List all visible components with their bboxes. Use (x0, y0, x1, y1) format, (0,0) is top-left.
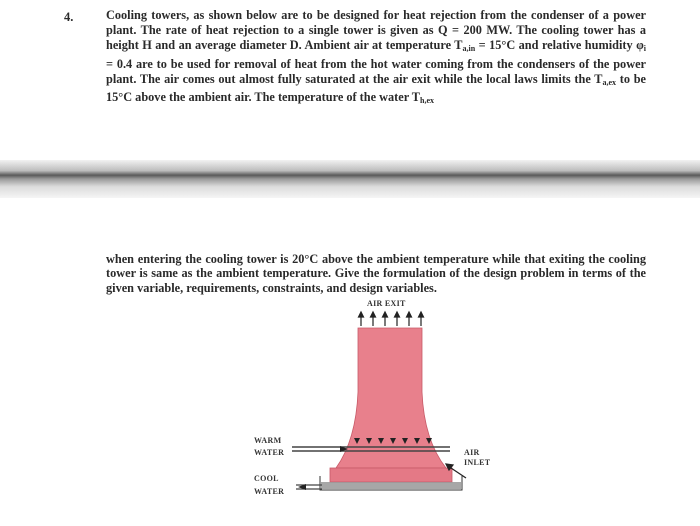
subscript-a-ex: a,ex (602, 77, 617, 87)
cool-water-label: WATER (254, 487, 285, 496)
subscript-h-ex: h,ex (420, 96, 435, 106)
question-paragraph-bottom: when entering the cooling tower is 20°C above the ambient temperature while that exiting the cooling tower is same as the ambient temperature. Give the formulation of the design problem in terms of the given variable, requirements, constraints, and design variables. (106, 252, 646, 295)
para-text-4: to be 15°C above the ambient air. The temperature of the water T (106, 71, 646, 105)
para-text-1: Cooling towers, as shown below are to be designed for heat rejection from the condenser of a power plant. The rate of heat rejection to a single tower is given as Q = 200 MW. The cooling tower has a height H and an average diameter D. Ambient air at temperature T (106, 8, 646, 53)
para-text-2: = 15°C and relative humidity φ (475, 38, 644, 53)
air-exit-arrows (359, 312, 424, 326)
warm-label: WARM (254, 436, 282, 445)
inlet-label: INLET (464, 458, 491, 467)
basin-water (321, 482, 461, 489)
subscript-i: i (643, 44, 646, 54)
warm-water-label: WATER (254, 448, 285, 457)
air-exit-label: AIR EXIT (367, 299, 406, 308)
tower-base (330, 468, 452, 482)
para-text-3: = 0.4 are to be used for removal of heat from the hot water coming from the condensers of the power plant. The air comes out almost fully saturated at the air exit while the local laws limits the T (106, 56, 646, 86)
air-label: AIR (464, 448, 480, 457)
question-number: 4. (64, 10, 74, 24)
subscript-a-in: a,in (462, 44, 476, 54)
cool-label: COOL (254, 474, 279, 483)
